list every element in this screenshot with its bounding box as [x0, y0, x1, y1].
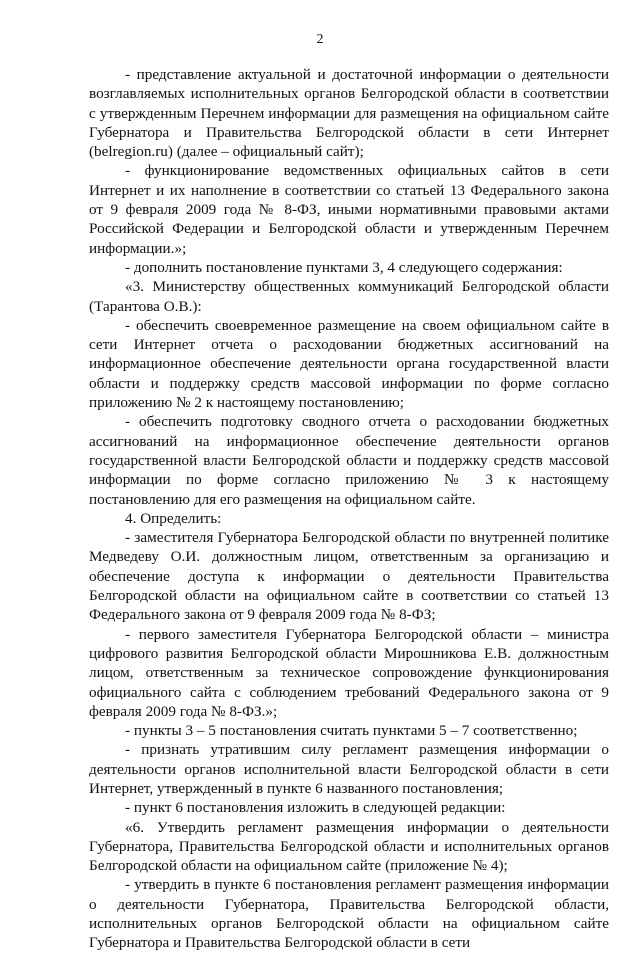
paragraph: - первого заместителя Губернатора Белгородской области – министра цифрового развития Белгородской области Мирошникова Е.В. должностным лицом, ответственным за техническое сопровождение функционирования официального сайта с соблюдением требований Федерального закона от 9 февраля 2009 года № 8-ФЗ.»;: [89, 625, 609, 720]
paragraph: «6. Утвердить регламент размещения информации о деятельности Губернатора, Правительства Белгородской области и исполнительных органов Белгородской области на официальном сайте (приложение № 4);: [89, 818, 609, 875]
paragraph: - утвердить в пункте 6 постановления регламент размещения информации о деятельности Губернатора, Правительства Белгородской области, исполнительных органов Белгородской области на официальном сайте Губернатора и Правительства Белгородской области в сети: [89, 876, 609, 952]
paragraph: - дополнить постановление пунктами 3, 4 следующего содержания:: [125, 258, 563, 276]
paragraph: - представление актуальной и достаточной информации о деятельности возглавляемых исполнительных органов Белгородской области в соответствии с утвержденным Перечнем информации для размещения на официальном сайте Губернатора и Правительства Белгородской области в сети Интернет (belregion.ru) (далее – официальный сайт);: [89, 66, 609, 161]
paragraph: - функционирование ведомственных официальных сайтов в сети Интернет и их наполнение в соответствии со статьей 13 Федерального закона от 9 февраля 2009 года № 8-ФЗ, иными нормативными правовыми актами Российской Федерации и Белгородской области и утвержденным Перечнем информации.»;: [89, 162, 609, 257]
paragraph: - обеспечить своевременное размещение на своем официальном сайте в сети Интернет отчета о расходовании бюджетных ассигнований на информационное обеспечение деятельности органа государственной власти области и поддержку средств массовой информации по форме согласно приложению № 2 к настоящему постановлению;: [89, 316, 609, 412]
paragraph: - пункт 6 постановления изложить в следующей редакции:: [125, 799, 506, 817]
paragraph: - пункты 3 – 5 постановления считать пунктами 5 – 7 соответственно;: [125, 722, 578, 740]
paragraph: 4. Определить:: [125, 509, 222, 527]
page-number: 2: [316, 32, 324, 47]
paragraph: «3. Министерству общественных коммуникаций Белгородской области (Тарантова О.В.):: [89, 278, 609, 315]
paragraph: - обеспечить подготовку сводного отчета о расходовании бюджетных ассигнований на информационное обеспечение деятельности органов государственной власти Белгородской области и поддержку средств массовой информации по форме согласно приложению № 3 к настоящему постановлению для его размещения на официальном сайте.: [89, 413, 609, 508]
paragraph: - признать утратившим силу регламент размещения информации о деятельности органов исполнительной власти Белгородской области в сети Интернет, утвержденный в пункте 6 названного постановления;: [89, 741, 609, 797]
document-body: [89, 65, 609, 953]
paragraph: - заместителя Губернатора Белгородской области по внутренней политике Медведеву О.И. должностным лицом, ответственным за организацию и обеспечение доступа к информации о деятельности Правительства Белгородской области на официальном сайте в соответствии со статьей 13 Федерального закона от 9 февраля 2009 года № 8-ФЗ;: [89, 529, 609, 624]
